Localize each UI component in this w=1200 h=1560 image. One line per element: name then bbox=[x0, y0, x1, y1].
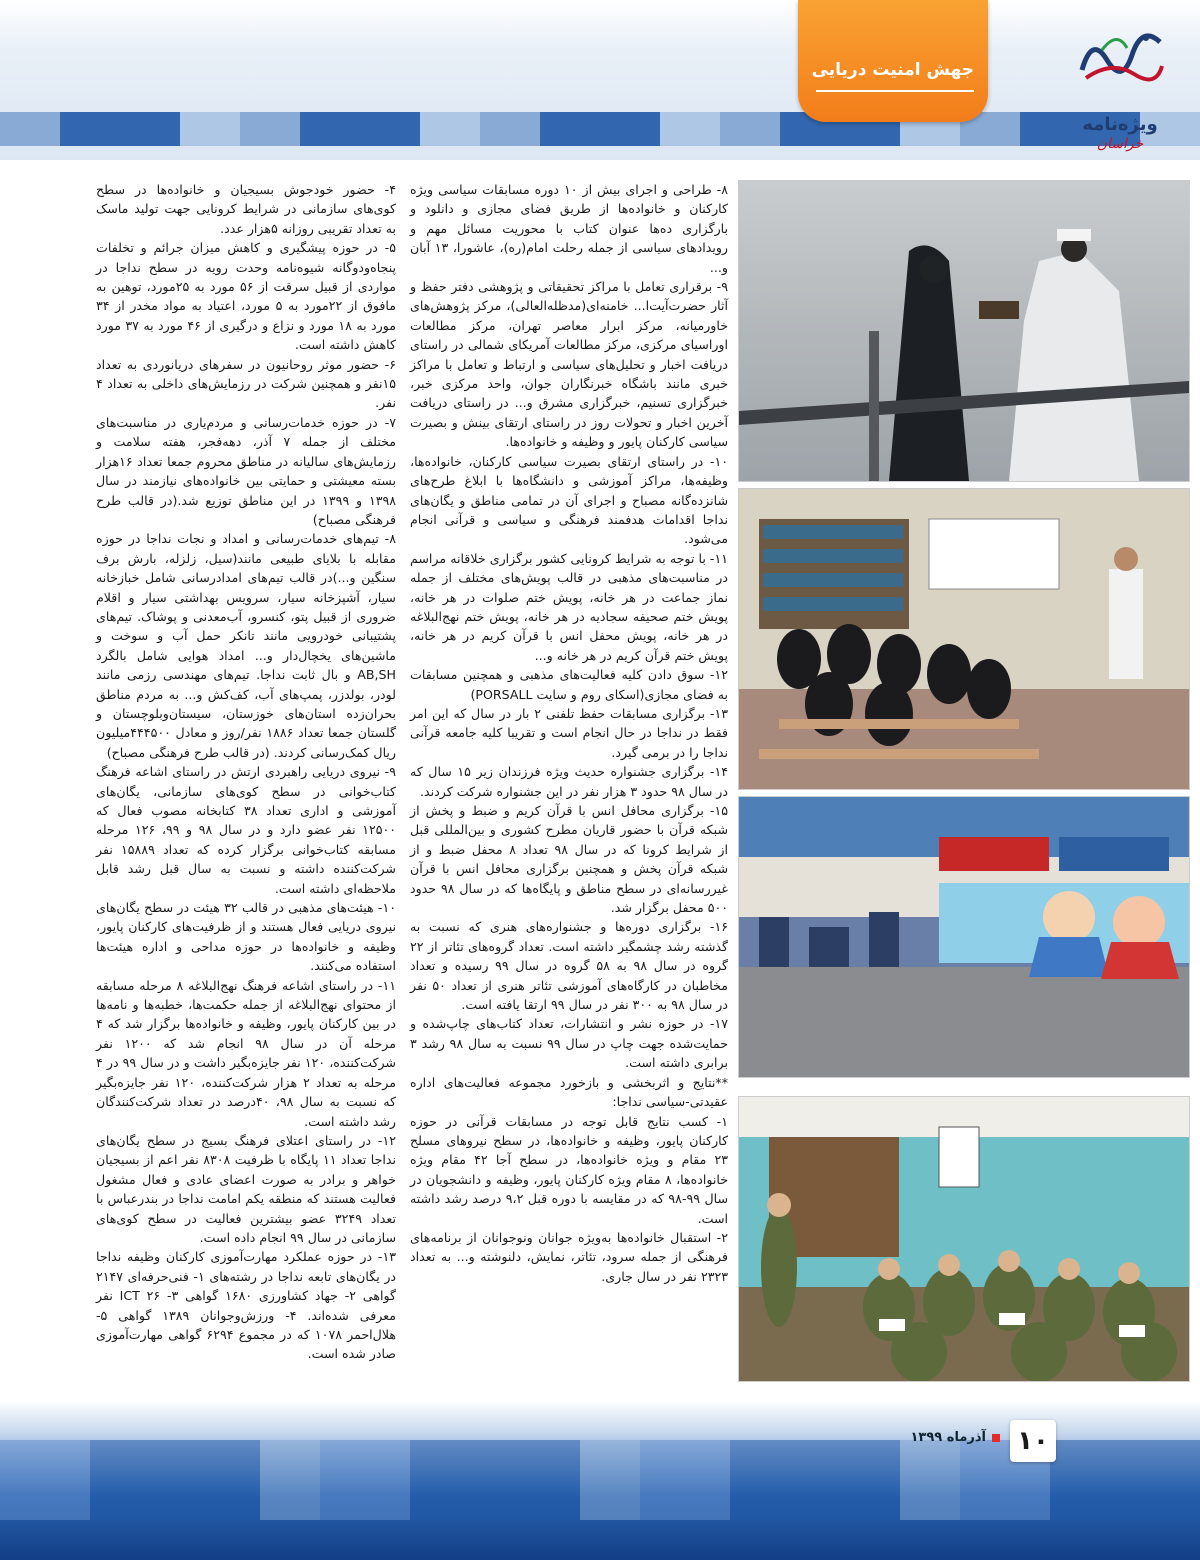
article-paragraph: ۹- برقراری تعامل با مراکز تحقیقاتی و پژوهشی دفتر حفظ و آثار حضرت‌آیت‌ا... خامنه‌ای(مدظله‌العالی)، مرکز پژوهش‌های خاورمیانه، مرکز ابرار معاصر تهران، مرکز مطالعات اوراسیای مرکزی، مرکز مطالعات آمریکای شمالی در راستای دریافت اخبار و تحلیل‌های سیاسی و ارتباط و تعامل با مراکز خبری مانند باشگاه خبرنگاران جوان، واحد مرکزی خبر، خبرگزاری تسنیم، خبرگزاری مشرق و... در راستای دریافت آخرین اخبار و تحولات روز در راستای ارتقای بینش و بصیرت سیاسی کارکنان پایور و وظیفه و خانواده‌ها. bbox=[410, 279, 728, 450]
article-paragraph: ۶- حضور موثر روحانیون در سفرهای دریانوردی به تعداد ۱۵نفر و همچنین شرکت در رزمایش‌های داخلی به تعداد ۴ نفر. bbox=[96, 356, 396, 411]
article-paragraph: ۱۳- در حوزه عملکرد مهارت‌آموزی کارکنان وظیفه نداجا در یگان‌های تابعه نداجا در رشته‌های ۱- فنی‌حرفه‌ای ۲۱۴۷ گواهی ۲- جهاد کشاورزی ۱۶۸۰ گواهی ۳- ICT ۲۶ نفر معرفی شده‌اند. ۴- ورزش‌وجوانان ۱۳۸۹ گواهی ۵- هلال‌احمر ۱۰۷۸ که در مجموع ۶۲۹۴ گواهی مهارت‌آموزی صادر شده است. bbox=[96, 1249, 397, 1362]
magazine-logo bbox=[1050, 30, 1190, 160]
article-paragraph: ۴- حضور خودجوش بسیجیان و خانواده‌ها در سطح کوی‌های سازمانی در شرایط کرونایی جهت تولید ماسک به تعداد تقریبی روزانه ۵هزار عدد. bbox=[96, 182, 396, 236]
article-paragraph: ۱۰- در راستای ارتقای بصیرت سیاسی کارکنان، خانواده‌ها، وظیفه‌ها، مراکز آموزشی و دانشگاه‌ها با ابلاغ طرح‌های شانزده‌گانه مصباح و اجرای آن در تمامی مناطق و یگان‌های نداجا اقدامات هدفمند فرهنگی و سیاسی و قرآنی انجام می‌شود. bbox=[410, 453, 728, 547]
article-paragraph: ۱۱- با توجه به شرایط کرونایی کشور برگزاری خلاقانه مراسم در مناسبت‌های مذهبی در قالب پویش‌های مختلف از جمله نماز جماعت در هر خانه، پویش ختم صلوات در هر خانه، پویش ختم صحیفه سجادیه در هر خانه، پویش ختم نهج‌البلاغه در هر خانه، پویش محفل انس با قرآن کریم در هر خانه، پویش ختم قرآن کریم در هر خانه و... bbox=[410, 550, 728, 663]
photo-naval-ceremony bbox=[738, 180, 1190, 482]
article-paragraph: ۱۰- هیئت‌های مذهبی در قالب ۳۲ هیئت در سطح یگان‌های نیروی دریایی فعال هستند و از ظرفیت‌های کارکنان پایور، وظیفه و خانواده‌ها در حوزه مداحی و اداره هیئت‌ها استفاده می‌کنند. bbox=[96, 900, 396, 974]
article-paragraph: ۱۱- در راستای اشاعه فرهنگ نهج‌البلاغه ۸ مرحله مسابقه از محتوای نهج‌البلاغه از جمله حکمت‌ها، خطبه‌ها و نامه‌ها در بین کارکنان پایور، وظیفه و خانواده‌ها برگزار شد که ۴ مرحله آن در سال ۹۸ انجام شد که ۱۲۰۰ نفر شرکت‌کننده، ۱۲۰ نفر جایزه‌بگیر داشت و در سال ۹۹ در ۴ مرحله به تعداد ۲ هزار شرکت‌کننده، ۱۲۰ نفر جایزه‌بگیر که نسبت به سال ۹۸، ۴۰درصد در تعداد شرکت‌کنندگان رشد داشته است. bbox=[96, 977, 397, 1129]
article-paragraph: ۱۴- برگزاری جشنواره حدیث ویژه فرزندان زیر ۱۵ سال که در سال ۹۸ حدود ۳ هزار نفر در این جشنواره شرکت کردند. bbox=[410, 764, 729, 799]
photo-women-classroom bbox=[738, 488, 1190, 790]
article-paragraph: ۸- تیم‌های خدمات‌رسانی و امداد و نجات نداجا در حوزه مقابله با بلایای طبیعی مانند(سیل، زلزله، بارش برف سنگین و...)در قالب تیم‌های امدادرسانی شامل خبازخانه سیار، آشپزخانه سیار، سرویس بهداشتی سیار و اقلام ضروری از قبیل پتو، کنسرو، آب‌معدنی و پوشاک. تیم‌های پشتیبانی خودرویی مانند تانکر حمل آب و سوخت و ماشین‌های یخچال‌دار و... امداد هوایی شامل بالگرد AB,SH و بال ثابت نداجا. تیم‌های مهندسی رزمی مانند لودر، بولدزر، پمپ‌های آب، کف‌کش و... به مردم مناطق بحران‌زده استان‌های خوزستان، سیستان‌وبلوچستان و گلستان جمعا تعداد ۱۸۸۶ نفر/روز و معادل ۴۴۴۵۰۰میلیون ریال کمک‌رسانی کردند. (در قالب طرح فرهنگی مصباح) bbox=[96, 531, 396, 760]
article-paragraph: ۱۷- در حوزه نشر و انتشارات، تعداد کتاب‌های چاپ‌شده و حمایت‌شده جهت چاپ در سال ۹۹ نسبت به سال ۹۸ رشد ۳ برابری داشته است. bbox=[410, 1016, 728, 1071]
article-paragraph: ۱۵- برگزاری محافل انس با قرآن کریم و ضبط و پخش از شبکه قرآن با حضور قاریان مطرح کشوری و بین‌المللی قبل از شرایط کرونا که در سال ۹۸ تعداد ۸ محفل ضبط و از شبکه قرآن پخش و همچنین برگزاری محافل انس با قرآن غیررسانه‌ای در سطح مناطق و پایگاه‌ها که در سال ۹۸ حدود ۵۰۰ محفل برگزار شد. bbox=[410, 803, 728, 916]
header-highlight bbox=[0, 0, 1200, 48]
photo-cultural-center bbox=[738, 796, 1190, 1078]
article-paragraph: ۱۲- سوق دادن کلیه فعالیت‌های مذهبی و همچنین مسابقات به فضای مجازی(اسکای روم و سایت PORSALL) bbox=[410, 667, 728, 702]
women-classroom-photo bbox=[739, 489, 1189, 789]
logo-calligraphy-icon bbox=[1072, 30, 1168, 86]
article-paragraph: ۱۲- در راستای اعتلای فرهنگ بسیج در سطح یگان‌های نداجا تعداد ۱۱ پایگاه با ظرفیت ۸۳۰۸ نفر اعم از بسیجیان خواهر و برادر به صورت اعضای عادی و فعال مشغول فعالیت هستند که منطقه یکم امامت نداجا در بندرعباس با تعداد ۳۲۴۹ عضو بیشترین فعالیت در سطح کوی‌های سازمانی در سال ۹۹ انجام داده است. bbox=[96, 1132, 396, 1245]
article-paragraph: ۱- کسب نتایج قابل توجه در مسابقات قرآنی در حوزه کارکنان پایور، وظیفه و خانواده‌ها، در سطح نیروهای مسلح ۲۳ مقام و ویژه خانواده‌ها، در سطح آجا ۴۲ مقام ویژه خانواده‌ها، ۸ مقام ویژه کارکنان پایور، وظیفه و دانشجویان در سال ۹۹-۹۸ که در مقایسه با دوره قبل ۹،۲ درصد رشد داشته است. bbox=[410, 1113, 728, 1226]
issue-date bbox=[911, 1430, 1001, 1445]
naval-ceremony-photo bbox=[739, 181, 1189, 481]
cultural-center-mural-photo bbox=[739, 797, 1189, 1077]
article-paragraph: ۵- در حوزه پیشگیری و کاهش میزان جرائم و تخلفات پنجاه‌ودوگانه شیوه‌نامه وحدت رویه در سطح نداجا در مواردی از قبیل سرقت از ۵۶ مورد به ۲۵مورد، توهین به مافوق از ۲۲مورد به ۵ مورد، اعتیاد به مواد مخدر از ۳۴ مورد به ۱۸ مورد و نزاع و درگیری از ۴۶ مورد به ۳۷ مورد کاهش داشته است. bbox=[96, 240, 396, 353]
article-paragraph: ۲- استقبال خانواده‌ها به‌ویژه جوانان ونوجوانان از برنامه‌های فرهنگی از جمله سرود، تئاتر، نمایش، دلنوشته و... به تعداد ۲۳۲۳ نفر در سال جاری. bbox=[410, 1229, 728, 1284]
logo-subtitle: ویژه‌نامه bbox=[1082, 114, 1158, 135]
page-number: ۱۰ bbox=[1010, 1420, 1056, 1462]
header-band bbox=[0, 0, 1200, 160]
logo-region: خراسان bbox=[1096, 136, 1144, 152]
photo-quran-class bbox=[738, 1096, 1190, 1382]
article-column-middle bbox=[410, 180, 728, 1286]
issue-date-text: آذرماه ۱۳۹۹ bbox=[910, 1430, 986, 1445]
soldiers-quran-class-photo bbox=[739, 1097, 1189, 1381]
section-title: جهش امنیت دریایی bbox=[811, 60, 974, 80]
article-paragraph: ۷- در حوزه خدمات‌رسانی و مردم‌یاری در مناسبت‌های مختلف از جمله ۷ آذر، دهه‌فجر، هفته سلامت و رزمایش‌های سالیانه در مناطق محروم جمعا تعداد ۱۶هزار بسته معیشتی و حمایتی بین خانواده‌های نیازمند در سال ۱۳۹۸ و ۱۳۹۹ در این مناطق توزیع شد.(در قالب طرح فرهنگی مصباح) bbox=[96, 414, 396, 527]
article-paragraph: ۱۶- برگزاری دوره‌ها و جشنواره‌های هنری که نسبت به گذشته رشد چشمگیر داشته است. تعداد گروه‌های تئاتر از ۲۲ گروه در سال ۹۸ به ۵۸ گروه در سال ۹۹ رسیده و تعداد مخاطبان در کارگاه‌های آموزشی تئاتر هنری از تعداد ۵۰ نفر در سال ۹۸ به ۳۰۰ نفر در سال ۹۹ ارتقا یافته است. bbox=[410, 919, 729, 1013]
article-column-left bbox=[96, 180, 396, 1364]
article-paragraph: **نتایج و اثربخشی و بازخورد مجموعه فعالیت‌های اداره عقیدتی-سیاسی نداجا: bbox=[410, 1074, 728, 1110]
article-paragraph: ۱۳- برگزاری مسابقات حفظ تلفنی ۲ بار در سال که این امر فقط در نداجا در حال انجام است و تقریبا کلیه جامعه قرآنی نداجا را در برمی گیرد. bbox=[410, 705, 728, 760]
article-paragraph: ۹- نیروی دریایی راهبردی ارتش در راستای اشاعه فرهنگ کتاب‌خوانی در سطح کوی‌های سازمانی، یگان‌های آموزشی و اداری تعداد ۳۸ کتابخانه مصوب فعال که ۱۲۵۰۰ نفر عضو دارد و در سال ۹۸ و ۹۹، ۱۲۶ مرحله مسابقه کتاب‌خوانی برگزار کرده که تعداد ۱۵۸۸۹ نفر شرکت‌کننده داشته و نسبت به سال قبل رشد قابل ملاحظه‌ای داشته است. bbox=[96, 764, 397, 896]
date-dot-icon bbox=[992, 1434, 1000, 1442]
section-underline bbox=[816, 90, 974, 92]
article-paragraph: ۸- طراحی و اجرای بیش از ۱۰ دوره مسابقات سیاسی ویژه کارکنان و خانواده‌ها از طریق فضای مجازی و دانلود و بارگزاری ده‌ها عنوان کتاب با محوریت مسائل مهم و رویدادهای سیاسی از جمله رحلت امام(ره)، عاشورا، ۱۳ آبان و... bbox=[410, 182, 729, 275]
header-stripe bbox=[0, 112, 1200, 146]
section-tab bbox=[798, 0, 988, 122]
